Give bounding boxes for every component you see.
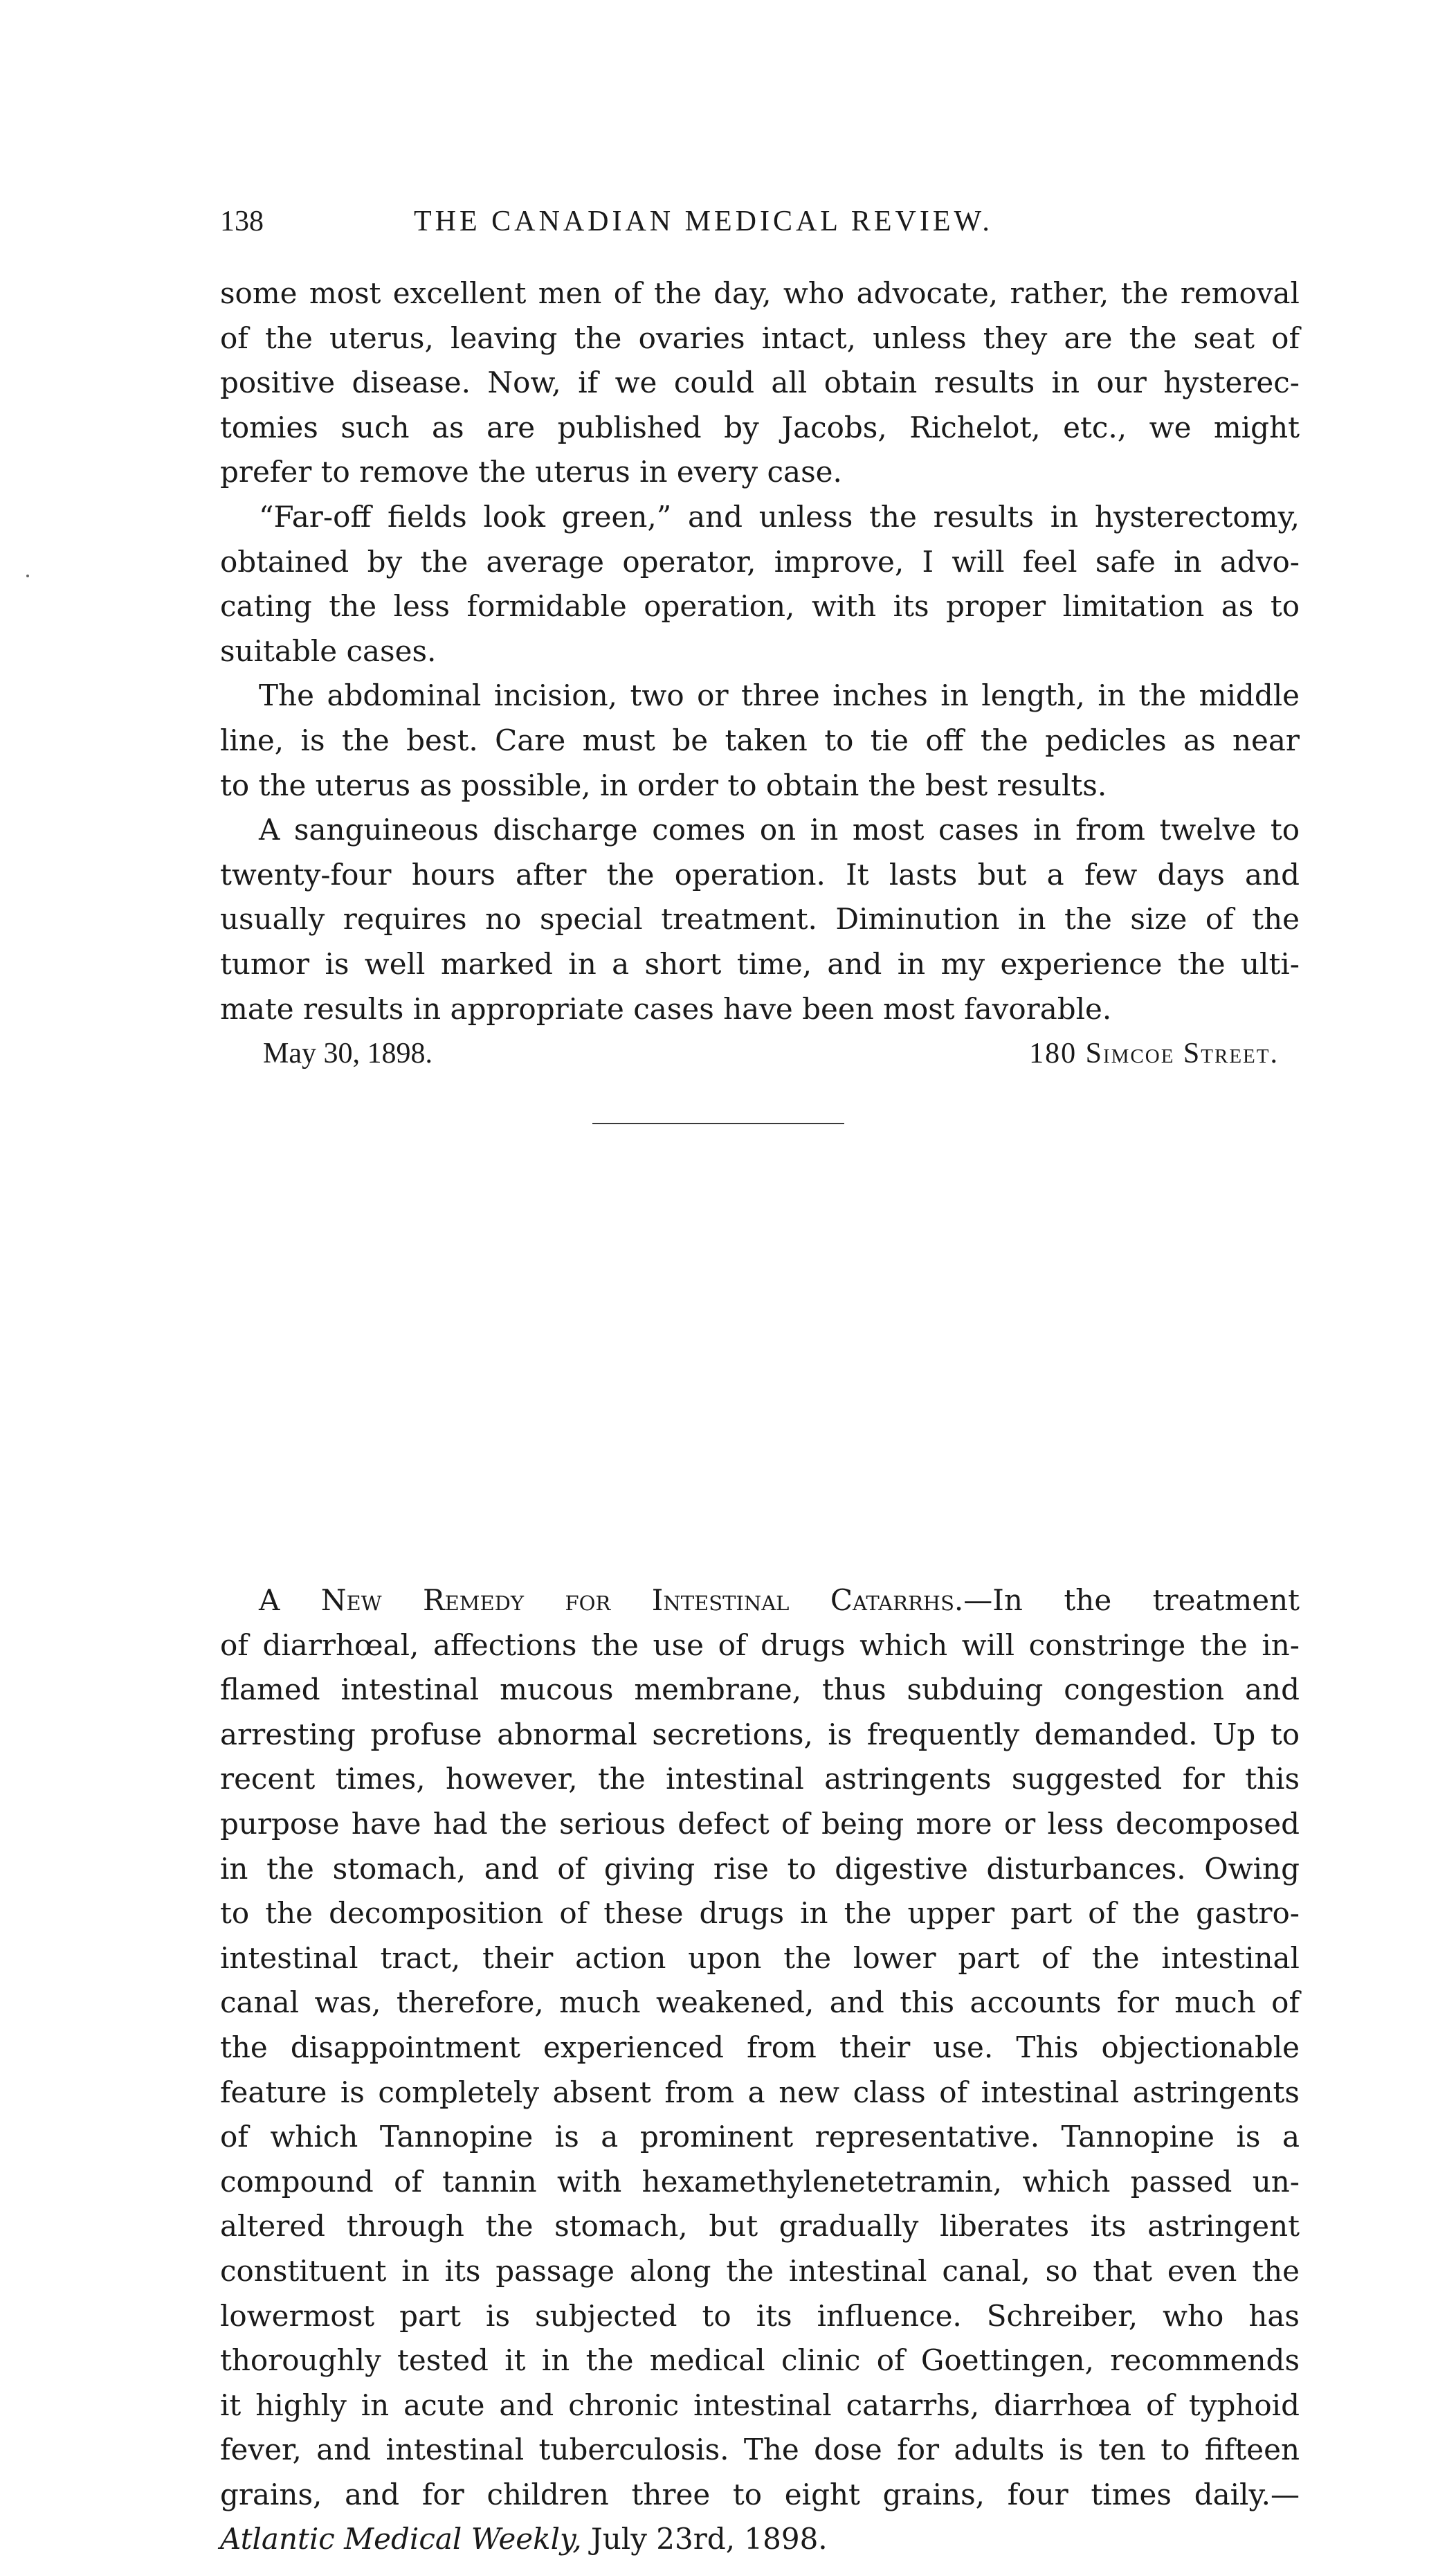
margin-mark [26, 575, 29, 577]
text-line: mate results in appropriate cases have been most favorable. [220, 991, 1112, 1026]
text-line: of which Tannopine is a prominent representative. Tannopine is a [220, 2120, 1300, 2154]
text-line: thoroughly tested it in the medical clinic of Goettingen, recommends [220, 2343, 1300, 2378]
text-line: tomies such as are published by Jacobs, Richelot, etc., we might [220, 410, 1300, 444]
text-line: prefer to remove the uterus in every case. [220, 455, 842, 489]
text-line: twenty-four hours after the operation. It lasts but a few days and [220, 857, 1300, 892]
source-journal: Atlantic Medical Weekly, [220, 2522, 582, 2556]
text-line: intestinal tract, their action upon the lower part of the intestinal [220, 1940, 1300, 1975]
signature-line [220, 1031, 1300, 1076]
text-line: usually requires no special treatment. Diminution in the size of the [220, 902, 1300, 937]
text-line: recent times, however, the intestinal astringents suggested for this [220, 1762, 1300, 1796]
text-line: arresting profuse abnormal secretions, is frequently demanded. Up to [220, 1717, 1300, 1751]
text-line: purpose have had the serious defect of being more or less decomposed [220, 1806, 1300, 1841]
text-line: canal was, therefore, much weakened, and this accounts for much of [220, 1985, 1300, 2020]
heading-line [220, 1578, 1300, 1623]
text-line: suitable cases. [220, 633, 437, 668]
page-number: 138 [220, 206, 264, 237]
text-line: to the uterus as possible, in order to obtain the best results. [220, 768, 1107, 802]
text-line: constituent in its passage along the intestinal canal, so that even the [220, 2253, 1300, 2288]
text-line: tumor is well marked in a short time, and in my experience the ulti- [220, 946, 1300, 981]
article-new-remedy [220, 1578, 1300, 2562]
text-line: flamed intestinal mucous membrane, thus subduing congestion and [220, 1672, 1300, 1707]
text-line: feature is completely absent from a new class of intestinal astringents [220, 2075, 1300, 2109]
text-line: A sanguineous discharge comes on in most cases in from twelve to [259, 813, 1300, 847]
article-continuation [220, 271, 1300, 1031]
heading-line-rest: —In the treatment [963, 1583, 1300, 1617]
text-line: fever, and intestinal tuberculosis. The dose for adults is ten to fifteen [220, 2433, 1300, 2467]
text-line: compound of tannin with hexamethylenetetramin, which passed un- [220, 2164, 1300, 2199]
section-divider [592, 1123, 844, 1124]
text-line: positive disease. Now, if we could all obtain results in our hysterec- [220, 366, 1300, 400]
source-date: July 23rd, 1898. [581, 2522, 828, 2556]
text-line: obtained by the average operator, improve, I will feel safe in advo- [220, 544, 1300, 579]
text-line: to the decomposition of these drugs in the upper part of the gastro- [220, 1896, 1300, 1931]
text-line: lowermost part is subjected to its influence. Schreiber, who has [220, 2298, 1300, 2333]
text-line: of the uterus, leaving the ovaries intact, unless they are the seat of [220, 321, 1300, 355]
signature-address: 180 Simcoe Street. [1029, 1038, 1279, 1070]
text-line: grains, and for children three to eight grains, four times daily.— [220, 2477, 1300, 2511]
signature-date: May 30, 1898. [263, 1038, 433, 1070]
text-line: The abdominal incision, two or three inches in length, in the middle [259, 678, 1300, 713]
page-header [220, 205, 1210, 246]
text-line: altered through the stomach, but gradually liberates its astringent [220, 2209, 1300, 2244]
text-line: cating the less formidable operation, with its proper limitation as to [220, 589, 1300, 624]
text-line: of diarrhœal, affections the use of drugs which will constringe the in- [220, 1627, 1300, 1662]
text-line: the disappointment experienced from their use. This objectionable [220, 2030, 1300, 2064]
running-title: THE CANADIAN MEDICAL REVIEW. [414, 206, 993, 237]
text-line: it highly in acute and chronic intestinal catarrhs, diarrhœa of typhoid [220, 2388, 1300, 2422]
article-heading: A New Remedy for Intestinal Catarrhs. [259, 1583, 964, 1617]
text-line: “Far-off fields look green,” and unless the results in hysterectomy, [259, 499, 1300, 534]
text-line: line, is the best. Care must be taken to tie off the pedicles as near [220, 723, 1300, 757]
source-citation [220, 2517, 1300, 2562]
text-line: some most excellent men of the day, who advocate, rather, the removal [220, 276, 1300, 310]
text-line: in the stomach, and of giving rise to digestive disturbances. Owing [220, 1851, 1300, 1886]
